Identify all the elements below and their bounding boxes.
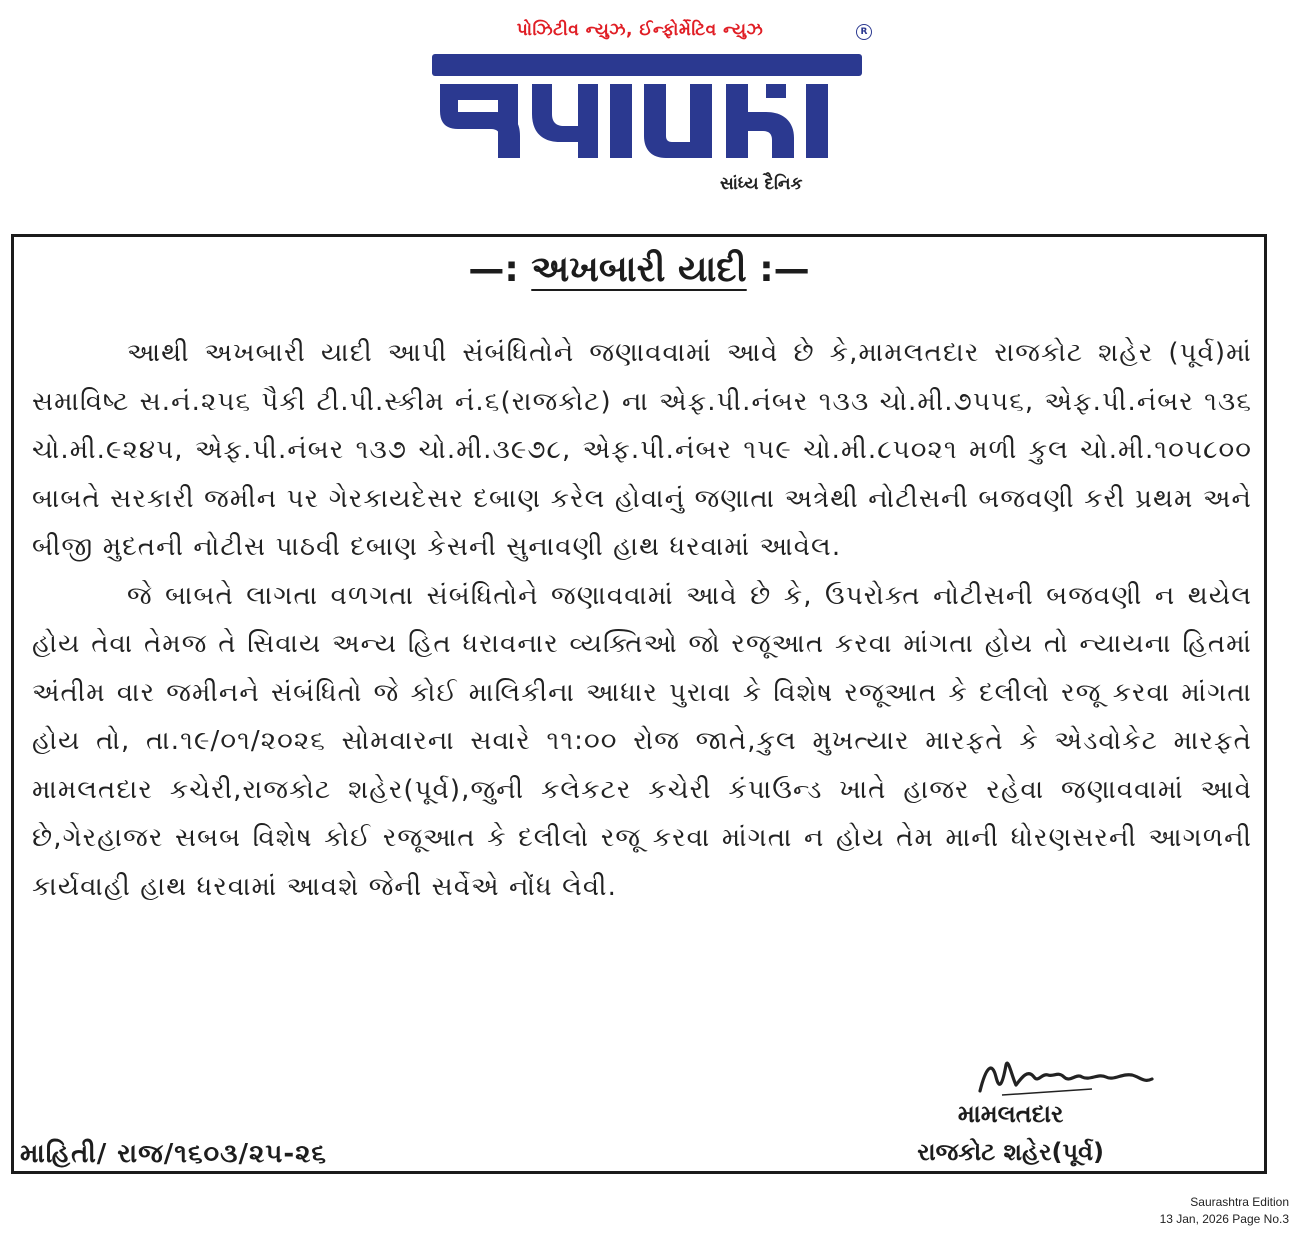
edition-date-page: 13 Jan, 2026 Page No.3 xyxy=(1159,1212,1289,1226)
officer-block xyxy=(917,1095,1104,1171)
title-right-dash: :— xyxy=(746,249,810,290)
officer-office: રાજકોટ શહેર(પૂર્વ) xyxy=(917,1138,1104,1166)
registered-mark-icon: R xyxy=(856,24,872,40)
notice-paragraph-2: જે બાબતે લાગતા વળગતા સંબંધિતોને જણાવવામાં આવે છે કે, ઉપરોક્ત નોટીસની બજવણી ન થયેલ હોય તેવા તેમજ તે સિવાય અન્ય હિત ધરાવનાર વ્યક્તિઓ જો રજૂઆત કરવા માંગતા હોય તો ન્યાયના હિતમાં અંતીમ વાર જમીનને સંબંધિતો જે કોઈ માલિકીના આધાર પુરાવા કે વિશેષ રજૂઆત કે દલીલો રજૂ કરવા માંગતા હોય તો, તા.૧૯/૦૧/૨૦૨૬ સોમવારના સવારે ૧૧:૦૦ રોજ જાતે,કુલ મુખત્યાર મારફતે કે એડવોકેટ મારફતે મામલતદાર કચેરી,રાજકોટ શહેર(પૂર્વ),જુની કલેકટર કચેરી કંપાઉન્ડ ખાતે હાજર રહેવા જણાવવામાં આવે છે,ગેરહાજર સબબ વિશેષ કોઈ રજૂઆત કે દલીલો રજૂ કરવા માંગતા ન હોય તેમ માની ધોરણસરની આગળની કાર્યવાહી હાથ ધરવામાં આવશે જેની સર્વેએ નોંધ લેવી. xyxy=(32,580,1252,902)
notice-body xyxy=(32,329,1252,911)
notice-paragraph-1: આથી અખબારી યાદી આપી સંબંધિતોને જણાવવામાં આવે છે કે,મામલતદાર રાજકોટ શહેર (પૂર્વ)માં સમાવિષ્ટ સ.નં.૨૫૬ પૈકી ટી.પી.સ્કીમ નં.૬(રાજકોટ) ના એફ.પી.નંબર ૧૩૩ ચો.મી.૭૫૫૬, એફ.પી.નંબર ૧૩૬ ચો.મી.૯૨૪૫, એફ.પી.નંબર ૧૩૭ ચો.મી.૩૯૭૮, એફ.પી.નંબર ૧૫૯ ચો.મી.૮૫૦૨૧ મળી કુલ ચો.મી.૧૦૫૮૦૦ બાબતે સરકારી જમીન પર ગેરકાયદેસર દબાણ કરેલ હોવાનું જણાતા અત્રેથી નોટીસની બજવણી કરી પ્રથમ અને બીજી મુદતની નોટીસ પાઠવી દબાણ કેસની સુનાવણી હાથ ધરવામાં આવેલ. xyxy=(32,338,1252,562)
newspaper-logo xyxy=(420,44,870,169)
press-note-box xyxy=(11,234,1267,1174)
title-left-dash: —: xyxy=(468,249,532,290)
title-text: અખબારી યાદી xyxy=(531,249,747,290)
officer-title: મામલતદાર xyxy=(957,1100,1064,1128)
notice-title xyxy=(14,249,1264,291)
masthead-subtitle: સાંધ્ય દૈનિક xyxy=(720,174,803,194)
edition-name: Saurashtra Edition xyxy=(1190,1195,1289,1209)
newspaper-masthead xyxy=(420,18,880,208)
edition-info xyxy=(1160,1194,1289,1228)
reference-number: માહિતી/ રાજ/૧૬૦૩/૨૫-૨૬ xyxy=(20,1139,327,1169)
masthead-tagline: પોઝિટીવ ન્યુઝ, ઈન્ફોર્મેટિવ ન્યુઝ xyxy=(516,20,764,40)
